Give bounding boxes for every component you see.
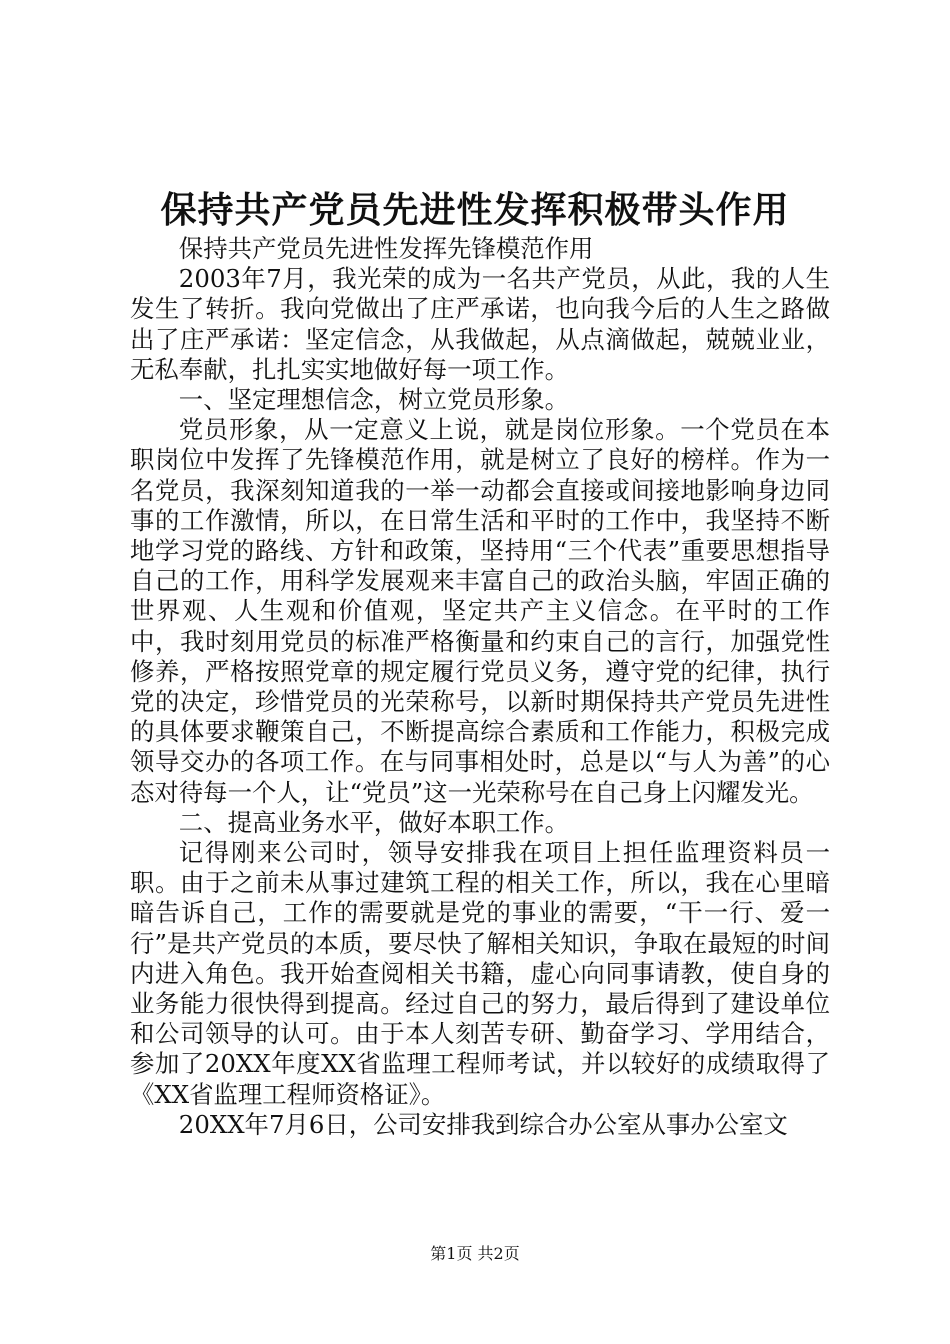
section-2-paragraph: 记得刚来公司时，领导安排我在项目上担任监理资料员一职。由于之前未从事过建筑工程的相关工作，所以，我在心里暗暗告诉自己，工作的需要就是党的事业的需要，“干一行、爱一行”是共产党员的本质，要尽快了解相关知识，争取在最短的时间内进入角色。我开始查阅相关书籍，虚心向同事请教，使自身的业务能力很快得到提高。经过自己的努力，最后得到了建设单位和公司领导的认可。由于本人刻苦专研、勤奋学习、学用结合，参加了20XX年度XX省监理工程师考试，并以较好的成绩取得了《XX省监理工程师资格证》。 xyxy=(130,838,830,1109)
subtitle-paragraph: 保持共产党员先进性发挥先锋模范作用 xyxy=(178,234,594,263)
section-heading-1: 一、坚定理想信念，树立党员形象。 xyxy=(178,385,570,415)
continuation-paragraph: 20XX年7月6日，公司安排我到综合办公室从事办公室文 xyxy=(178,1109,788,1139)
document-title: 保持共产党员先进性发挥积极带头作用 xyxy=(160,189,790,231)
section-heading-2: 二、提高业务水平，做好本职工作。 xyxy=(178,807,570,837)
section-1-paragraph: 党员形象，从一定意义上说，就是岗位形象。一个党员在本职岗位中发挥了先锋模范作用，就是树立了良好的榜样。作为一名党员，我深刻知道我的一举一动都会直接或间接地影响身边同事的工作激情，所以，在日常生活和平时的工作中，我坚持不断地学习党的路线、方针和政策，坚持用“三个代表”重要思想指导自己的工作，用科学发展观来丰富自己的政治头脑，牢固正确的世界观、人生观和价值观，坚定共产主义信念。在平时的工作中，我时刻用党员的标准严格衡量和约束自己的言行，加强党性修养，严格按照党章的规定履行党员义务，遵守党的纪律，执行党的决定，珍惜党员的光荣称号，以新时期保持共产党员先进性的具体要求鞭策自己，不断提高综合素质和工作能力，积极完成领导交办的各项工作。在与同事相处时，总是以“与人为善”的心态对待每一个人，让“党员”这一光荣称号在自己身上闪耀发光。 xyxy=(130,415,830,807)
page-footer: 第1页 共2页 xyxy=(430,1244,520,1263)
intro-paragraph: 2003年7月，我光荣的成为一名共产党员，从此，我的人生发生了转折。我向党做出了庄严承诺，也向我今后的人生之路做出了庄严承诺：坚定信念，从我做起，从点滴做起，兢兢业业，无私奉献，扎扎实实地做好每一项工作。 xyxy=(130,264,830,384)
document-body xyxy=(130,234,830,1140)
